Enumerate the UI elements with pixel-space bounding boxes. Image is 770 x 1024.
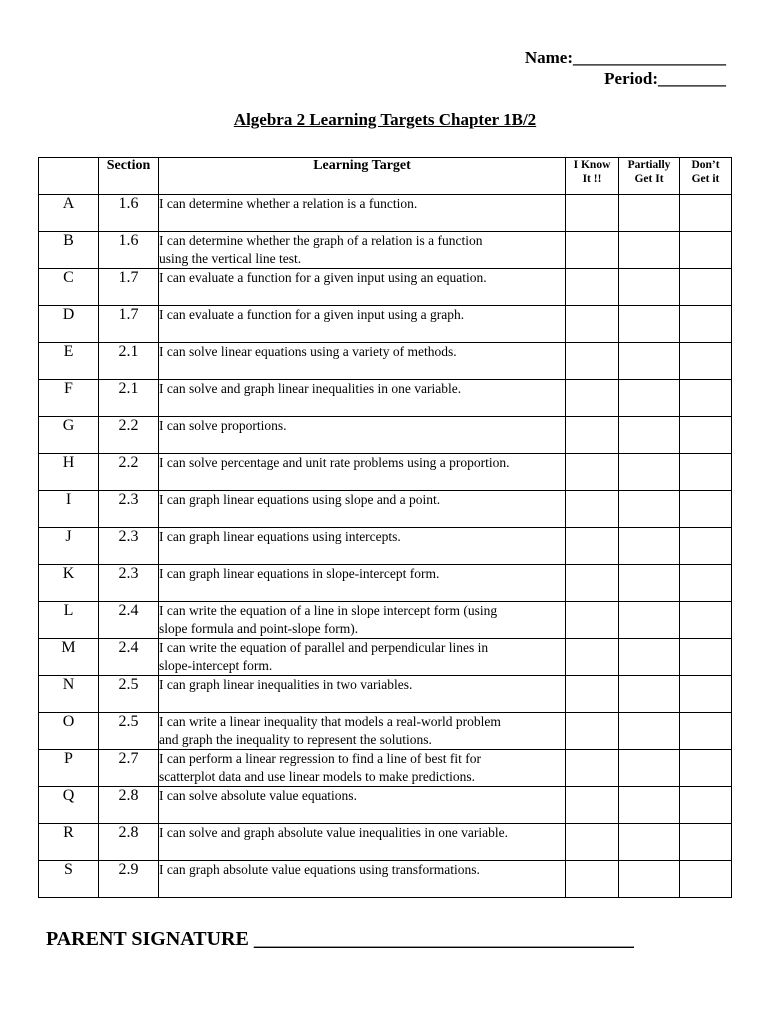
header-i-know-it xyxy=(566,158,619,195)
dont-get-it-checkbox-cell[interactable] xyxy=(680,750,732,787)
target-description-line: using the vertical line test. xyxy=(159,250,302,266)
know-it-checkbox-cell[interactable] xyxy=(566,676,619,713)
target-section: 2.2 xyxy=(99,417,159,454)
target-letter: D xyxy=(39,306,99,343)
target-description-line: I can graph linear equations using slope and a point. xyxy=(159,492,441,507)
target-letter: C xyxy=(39,269,99,306)
target-description-line: I can write the equation of a line in slope intercept form (using xyxy=(159,603,498,618)
table-row xyxy=(39,528,732,565)
partially-checkbox-cell[interactable] xyxy=(619,306,680,343)
target-description xyxy=(159,713,566,750)
table-row xyxy=(39,343,732,380)
dont-get-it-checkbox-cell[interactable] xyxy=(680,269,732,306)
target-section: 1.7 xyxy=(99,269,159,306)
parent-signature-line: PARENT SIGNATURE ______________________________________ xyxy=(46,928,634,950)
header-partially-get-it xyxy=(619,158,680,195)
target-section: 2.7 xyxy=(99,750,159,787)
know-it-checkbox-cell[interactable] xyxy=(566,343,619,380)
name-field-label: Name:__________________ xyxy=(524,48,726,67)
target-description xyxy=(159,454,566,491)
target-section: 2.5 xyxy=(99,713,159,750)
target-description-line: I can evaluate a function for a given input using an equation. xyxy=(159,270,487,285)
header-i-know-it-line-2: It !! xyxy=(582,173,602,185)
target-description xyxy=(159,787,566,824)
target-section: 1.7 xyxy=(99,306,159,343)
target-section: 2.5 xyxy=(99,676,159,713)
target-section: 2.4 xyxy=(99,602,159,639)
know-it-checkbox-cell[interactable] xyxy=(566,454,619,491)
target-letter: J xyxy=(39,528,99,565)
target-description xyxy=(159,343,566,380)
period-field-label: Period:________ xyxy=(604,69,726,88)
target-description xyxy=(159,565,566,602)
partially-checkbox-cell[interactable] xyxy=(619,750,680,787)
table-row xyxy=(39,454,732,491)
target-section: 2.3 xyxy=(99,565,159,602)
target-description xyxy=(159,491,566,528)
know-it-checkbox-cell[interactable] xyxy=(566,750,619,787)
dont-get-it-checkbox-cell[interactable] xyxy=(680,824,732,861)
table-row xyxy=(39,491,732,528)
target-description xyxy=(159,861,566,898)
partially-checkbox-cell[interactable] xyxy=(619,417,680,454)
header-letter xyxy=(39,158,99,195)
table-row xyxy=(39,713,732,750)
partially-checkbox-cell[interactable] xyxy=(619,269,680,306)
partially-checkbox-cell[interactable] xyxy=(619,195,680,232)
table-row xyxy=(39,787,732,824)
know-it-checkbox-cell[interactable] xyxy=(566,380,619,417)
table-row xyxy=(39,565,732,602)
target-letter: I xyxy=(39,491,99,528)
know-it-checkbox-cell[interactable] xyxy=(566,269,619,306)
table-row xyxy=(39,602,732,639)
know-it-checkbox-cell[interactable] xyxy=(566,232,619,269)
header-learning-target: Learning Target xyxy=(159,158,566,195)
target-description-line: slope formula and point-slope form). xyxy=(159,620,359,636)
dont-get-it-checkbox-cell[interactable] xyxy=(680,602,732,639)
header-section: Section xyxy=(99,158,159,195)
table-row xyxy=(39,824,732,861)
know-it-checkbox-cell[interactable] xyxy=(566,565,619,602)
table-body xyxy=(39,195,732,898)
know-it-checkbox-cell[interactable] xyxy=(566,528,619,565)
dont-get-it-checkbox-cell[interactable] xyxy=(680,713,732,750)
target-section: 1.6 xyxy=(99,195,159,232)
header-partially-line-1: Partially xyxy=(627,159,671,171)
target-description-line: I can perform a linear regression to find a line of best fit for xyxy=(159,751,482,766)
target-section: 2.8 xyxy=(99,787,159,824)
target-section: 2.9 xyxy=(99,861,159,898)
dont-get-it-checkbox-cell[interactable] xyxy=(680,380,732,417)
know-it-checkbox-cell[interactable] xyxy=(566,602,619,639)
target-description xyxy=(159,380,566,417)
dont-get-it-checkbox-cell[interactable] xyxy=(680,232,732,269)
table-row xyxy=(39,195,732,232)
target-description-line: I can write a linear inequality that models a real-world problem xyxy=(159,714,501,729)
target-description-line: I can graph linear equations using intercepts. xyxy=(159,529,401,544)
dont-get-it-checkbox-cell[interactable] xyxy=(680,639,732,676)
target-letter: F xyxy=(39,380,99,417)
dont-get-it-checkbox-cell[interactable] xyxy=(680,491,732,528)
partially-checkbox-cell[interactable] xyxy=(619,454,680,491)
header-dont-line-1: Don’t xyxy=(691,159,720,171)
header-partially-line-2: Get It xyxy=(634,173,664,185)
know-it-checkbox-cell[interactable] xyxy=(566,491,619,528)
target-letter: N xyxy=(39,676,99,713)
dont-get-it-checkbox-cell[interactable] xyxy=(680,417,732,454)
table-header-row xyxy=(39,158,732,195)
target-description-line: I can write the equation of parallel and perpendicular lines in xyxy=(159,640,489,655)
target-section: 2.1 xyxy=(99,380,159,417)
partially-checkbox-cell[interactable] xyxy=(619,528,680,565)
dont-get-it-checkbox-cell[interactable] xyxy=(680,528,732,565)
target-description-line: I can determine whether the graph of a relation is a function xyxy=(159,233,483,248)
know-it-checkbox-cell[interactable] xyxy=(566,306,619,343)
know-it-checkbox-cell[interactable] xyxy=(566,824,619,861)
target-description xyxy=(159,195,566,232)
document-title: Algebra 2 Learning Targets Chapter 1B/2 xyxy=(233,110,537,129)
target-section: 2.3 xyxy=(99,491,159,528)
table-row xyxy=(39,750,732,787)
know-it-checkbox-cell[interactable] xyxy=(566,861,619,898)
know-it-checkbox-cell[interactable] xyxy=(566,417,619,454)
target-description-line: I can solve and graph linear inequalities in one variable. xyxy=(159,381,462,396)
target-letter: B xyxy=(39,232,99,269)
dont-get-it-checkbox-cell[interactable] xyxy=(680,195,732,232)
table-row xyxy=(39,306,732,343)
dont-get-it-checkbox-cell[interactable] xyxy=(680,787,732,824)
target-description-line: I can graph linear equations in slope-intercept form. xyxy=(159,566,440,581)
header-dont-line-2: Get it xyxy=(691,173,720,185)
partially-checkbox-cell[interactable] xyxy=(619,676,680,713)
partially-checkbox-cell[interactable] xyxy=(619,861,680,898)
dont-get-it-checkbox-cell[interactable] xyxy=(680,676,732,713)
know-it-checkbox-cell[interactable] xyxy=(566,713,619,750)
dont-get-it-checkbox-cell[interactable] xyxy=(680,306,732,343)
target-letter: S xyxy=(39,861,99,898)
target-description-line: I can solve proportions. xyxy=(159,418,287,433)
target-letter: H xyxy=(39,454,99,491)
partially-checkbox-cell[interactable] xyxy=(619,343,680,380)
target-letter: P xyxy=(39,750,99,787)
target-description xyxy=(159,528,566,565)
target-description-line: and graph the inequality to represent the solutions. xyxy=(159,731,432,747)
know-it-checkbox-cell[interactable] xyxy=(566,787,619,824)
dont-get-it-checkbox-cell[interactable] xyxy=(680,343,732,380)
header-i-know-it-line-1: I Know xyxy=(573,159,611,171)
table-row xyxy=(39,639,732,676)
target-description-line: I can graph linear inequalities in two variables. xyxy=(159,677,413,692)
dont-get-it-checkbox-cell[interactable] xyxy=(680,454,732,491)
partially-checkbox-cell[interactable] xyxy=(619,639,680,676)
target-description xyxy=(159,269,566,306)
partially-checkbox-cell[interactable] xyxy=(619,787,680,824)
table-row xyxy=(39,380,732,417)
table-row xyxy=(39,417,732,454)
target-section: 2.8 xyxy=(99,824,159,861)
target-letter: E xyxy=(39,343,99,380)
partially-checkbox-cell[interactable] xyxy=(619,232,680,269)
know-it-checkbox-cell[interactable] xyxy=(566,195,619,232)
target-section: 1.6 xyxy=(99,232,159,269)
target-description-line: I can solve absolute value equations. xyxy=(159,788,357,803)
target-letter: R xyxy=(39,824,99,861)
table-row xyxy=(39,861,732,898)
table-row xyxy=(39,269,732,306)
partially-checkbox-cell[interactable] xyxy=(619,713,680,750)
target-letter: K xyxy=(39,565,99,602)
target-description-line: I can solve and graph absolute value inequalities in one variable. xyxy=(159,825,509,840)
table-row xyxy=(39,232,732,269)
partially-checkbox-cell[interactable] xyxy=(619,565,680,602)
partially-checkbox-cell[interactable] xyxy=(619,491,680,528)
target-letter: G xyxy=(39,417,99,454)
dont-get-it-checkbox-cell[interactable] xyxy=(680,861,732,898)
target-description-line: I can graph absolute value equations using transformations. xyxy=(159,862,480,877)
target-section: 2.4 xyxy=(99,639,159,676)
target-letter: O xyxy=(39,713,99,750)
target-section: 2.1 xyxy=(99,343,159,380)
target-section: 2.2 xyxy=(99,454,159,491)
target-description-line: slope-intercept form. xyxy=(159,657,273,673)
target-letter: M xyxy=(39,639,99,676)
target-description-line: I can evaluate a function for a given input using a graph. xyxy=(159,307,465,322)
target-description xyxy=(159,306,566,343)
target-section: 2.3 xyxy=(99,528,159,565)
partially-checkbox-cell[interactable] xyxy=(619,380,680,417)
target-description-line: I can determine whether a relation is a function. xyxy=(159,196,418,211)
table-row xyxy=(39,676,732,713)
target-description xyxy=(159,232,566,269)
target-letter: L xyxy=(39,602,99,639)
target-letter: Q xyxy=(39,787,99,824)
target-description xyxy=(159,824,566,861)
dont-get-it-checkbox-cell[interactable] xyxy=(680,565,732,602)
target-description-line: scatterplot data and use linear models to make predictions. xyxy=(159,768,476,784)
target-description-line: I can solve percentage and unit rate problems using a proportion. xyxy=(159,455,510,470)
header-dont-get-it xyxy=(680,158,732,195)
partially-checkbox-cell[interactable] xyxy=(619,824,680,861)
target-letter: A xyxy=(39,195,99,232)
target-description-line: I can solve linear equations using a variety of methods. xyxy=(159,344,457,359)
know-it-checkbox-cell[interactable] xyxy=(566,639,619,676)
learning-targets-table xyxy=(38,157,732,898)
target-description xyxy=(159,639,566,676)
target-description xyxy=(159,602,566,639)
target-description xyxy=(159,750,566,787)
target-description xyxy=(159,417,566,454)
partially-checkbox-cell[interactable] xyxy=(619,602,680,639)
target-description xyxy=(159,676,566,713)
